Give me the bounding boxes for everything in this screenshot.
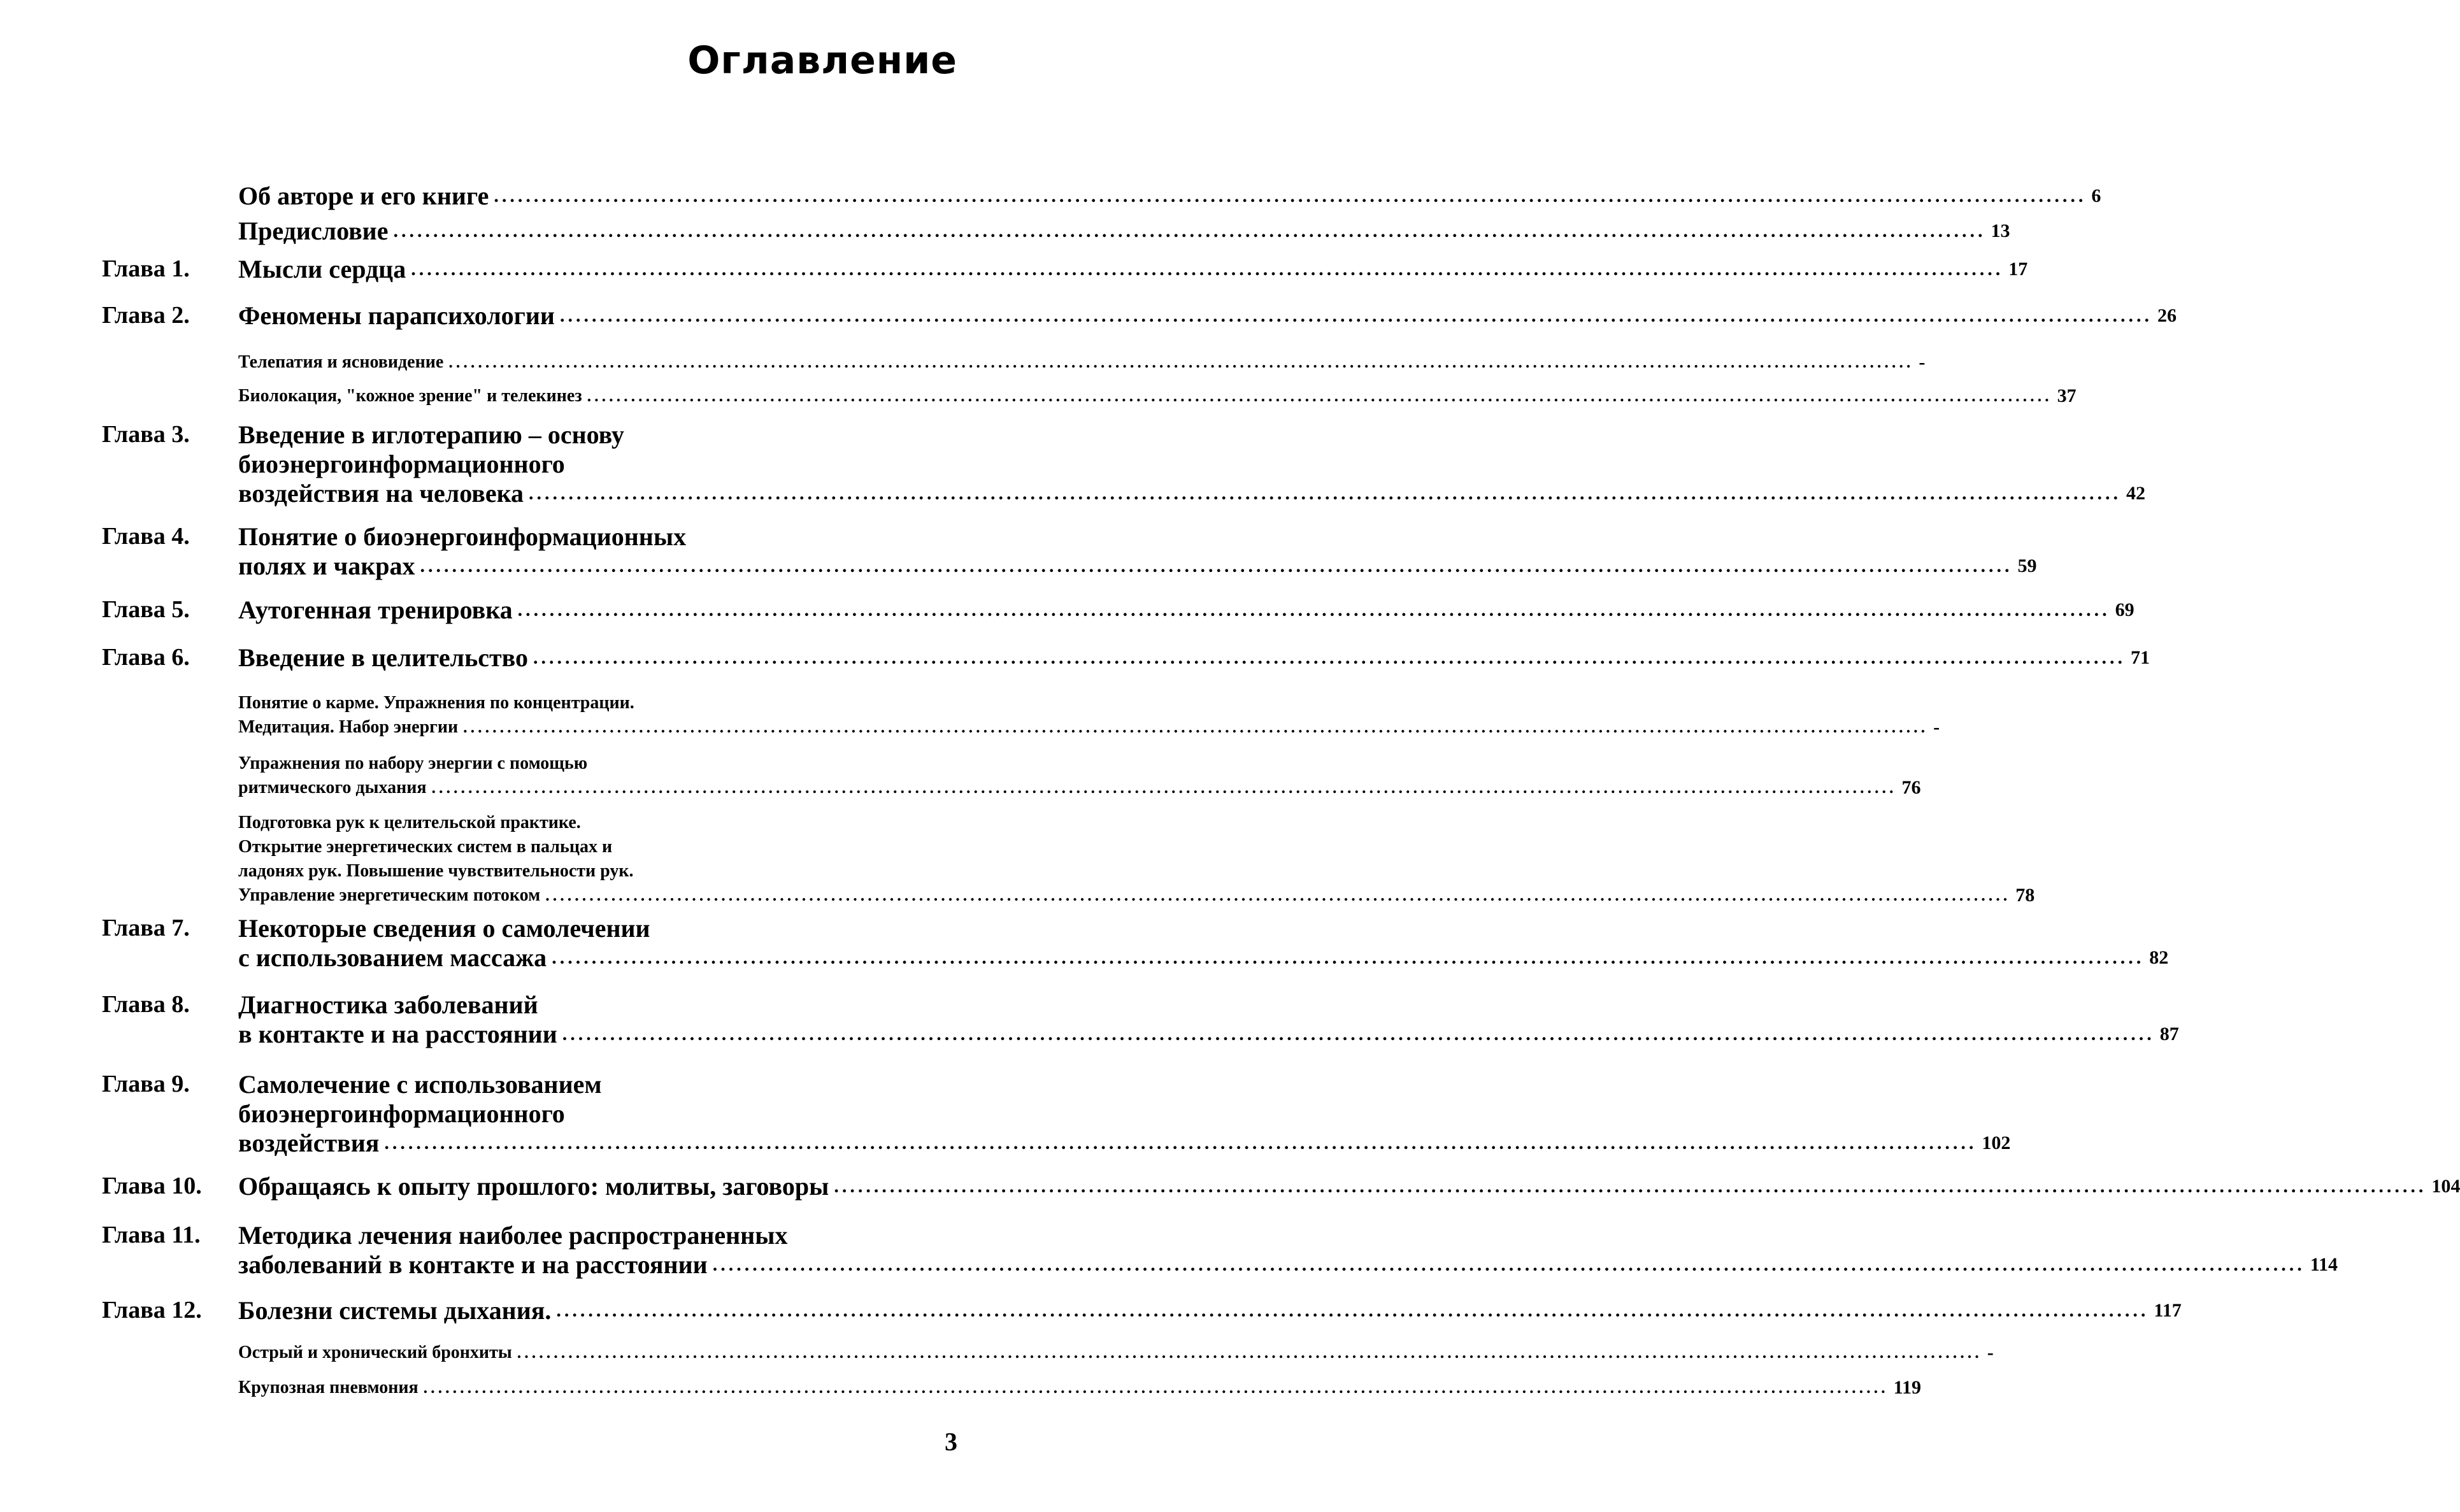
toc-entry[interactable] — [238, 522, 2037, 581]
entry-title-line: Медитация. Набор энергии — [238, 717, 459, 737]
chapter-label: Глава 6. — [102, 644, 190, 671]
entry-line — [238, 301, 2177, 331]
chapter-label: Глава 11. — [102, 1222, 201, 1248]
entry-title-line: биоэнергоинформационного — [238, 1099, 565, 1128]
entry-line — [238, 1221, 955, 1250]
entry-line — [238, 691, 955, 715]
entry-title-line: Некоторые сведения о самолечении — [238, 914, 650, 943]
entry-line — [238, 217, 2010, 246]
entry-page-number: 26 — [2157, 305, 2177, 326]
dot-leader: ........................................................................................................................................................................................................ — [712, 1254, 2305, 1275]
toc-entry[interactable] — [238, 255, 2028, 284]
entry-line — [238, 990, 955, 1020]
entry-title-line: Биолокация, "кожное зрение" и телекинез — [238, 386, 582, 406]
entry-line — [238, 350, 1926, 374]
entry-page-number: 117 — [2154, 1300, 2182, 1321]
dot-leader: ........................................................................................................................................................................................................ — [411, 259, 2004, 280]
dot-leader: ........................................................................................................................................................................................................ — [393, 220, 1986, 241]
chapter-label: Глава 10. — [102, 1173, 202, 1199]
entry-line — [238, 1296, 2182, 1325]
entry-page-number: 37 — [2057, 385, 2077, 406]
entry-page-number: 13 — [1991, 220, 2010, 241]
toc-entry[interactable] — [238, 811, 2035, 908]
toc-entry[interactable] — [238, 301, 2177, 331]
chapter-label: Глава 4. — [102, 523, 190, 550]
entry-line — [238, 1376, 1921, 1400]
entry-title-line: Мысли сердца — [238, 255, 406, 283]
chapter-label: Глава 2. — [102, 302, 190, 329]
entry-line — [238, 522, 955, 552]
entry-title-line: Диагностика заболеваний — [238, 990, 538, 1019]
entry-line — [238, 596, 2135, 625]
entry-page-number: 104 — [2431, 1176, 2460, 1197]
entry-line — [238, 384, 2077, 408]
toc-entry[interactable] — [238, 1376, 1921, 1400]
entry-line — [238, 883, 2035, 908]
entry-title-line: Предисловие — [238, 217, 389, 245]
toc-entry[interactable] — [238, 350, 1926, 374]
entry-title-line: Крупозная пневмония — [238, 1378, 418, 1397]
toc-entry[interactable] — [238, 420, 2146, 508]
entry-line — [238, 479, 2146, 508]
entry-line — [238, 420, 955, 450]
entry-title-line: Феномены парапсихологии — [238, 301, 555, 330]
dot-leader: ........................................................................................................................................................................................................ — [529, 483, 2122, 504]
dot-leader: ........................................................................................................................................................................................................ — [533, 647, 2126, 668]
entry-page-number: 102 — [1982, 1132, 2011, 1153]
entry-line — [238, 255, 2028, 284]
dot-leader: ........................................................................................................................................................................................................ — [545, 886, 2011, 904]
entry-title-line: Подготовка рук к целительской практике. — [238, 813, 581, 832]
toc-entry[interactable] — [238, 691, 1940, 739]
toc-entry[interactable] — [238, 914, 2169, 973]
entry-title-line: ритмического дыхания — [238, 778, 427, 797]
entry-line — [238, 1250, 2338, 1280]
entry-title-line: Упражнения по набору энергии с помощью — [238, 753, 588, 773]
chapter-label: Глава 12. — [102, 1297, 202, 1323]
entry-title-line: Понятие о карме. Упражнения по концентрации. — [238, 693, 634, 713]
entry-page-number: 59 — [2017, 555, 2037, 576]
entry-title-line: Об авторе и его книге — [238, 182, 489, 210]
toc-entry[interactable] — [238, 1296, 2182, 1325]
entry-line — [238, 776, 1921, 800]
entry-line — [238, 643, 2150, 673]
toc-entry[interactable] — [238, 217, 2010, 246]
entry-title-line: Аутогенная тренировка — [238, 596, 513, 624]
entry-page-number: - — [1919, 352, 1926, 373]
entry-title-line: Острый и хронический бронхиты — [238, 1343, 512, 1362]
chapter-label: Глава 3. — [102, 421, 190, 448]
entry-title-line: воздействия — [238, 1129, 380, 1157]
toc-entry[interactable] — [238, 1070, 2011, 1158]
entry-page-number: 119 — [1893, 1377, 1921, 1398]
dot-leader: ........................................................................................................................................................................................................ — [431, 778, 1897, 797]
entry-title-line: ладонях рук. Повышение чувствительности рук. — [238, 861, 634, 881]
entry-page-number: 42 — [2126, 483, 2146, 504]
toc-entry[interactable] — [238, 1221, 2338, 1280]
entry-line — [238, 182, 2101, 211]
entry-page-number: - — [1933, 717, 1940, 738]
toc-entry[interactable] — [238, 384, 2077, 408]
dot-leader: ........................................................................................................................................................................................................ — [384, 1132, 1977, 1153]
dot-leader: ........................................................................................................................................................................................................ — [448, 353, 1914, 371]
toc-entry[interactable] — [238, 182, 2101, 211]
entry-title-line: полях и чакрах — [238, 552, 415, 580]
dot-leader: ........................................................................................................................................................................................................ — [587, 387, 2052, 405]
entry-title-line: в контакте и на расстоянии — [238, 1020, 557, 1048]
entry-title-line: воздействия на человека — [238, 479, 524, 508]
entry-title-line: Болезни системы дыхания. — [238, 1296, 552, 1325]
entry-title-line: Обращаясь к опыту прошлого: молитвы, заговоры — [238, 1172, 829, 1201]
entry-line — [238, 752, 955, 776]
chapter-label: Глава 1. — [102, 255, 190, 282]
entry-line — [238, 1020, 2179, 1049]
entry-page-number: 69 — [2115, 599, 2135, 620]
dot-leader: ........................................................................................................................................................................................................ — [463, 718, 1929, 736]
entry-title-line: заболеваний в контакте и на расстоянии — [238, 1250, 708, 1279]
dot-leader: ........................................................................................................................................................................................................ — [552, 947, 2145, 968]
entry-page-number: 87 — [2159, 1023, 2179, 1045]
entry-line — [238, 1099, 955, 1129]
dot-leader: ........................................................................................................................................................................................................ — [423, 1378, 1889, 1397]
entry-title-line: Открытие энергетических систем в пальцах и — [238, 837, 613, 857]
entry-title-line: Введение в иглотерапию – основу — [238, 420, 624, 449]
entry-title-line: Методика лечения наиболее распространенных — [238, 1221, 788, 1250]
toc-entry[interactable] — [238, 1341, 1994, 1365]
dot-leader: ........................................................................................................................................................................................................ — [517, 1343, 1982, 1362]
entry-line — [238, 1070, 955, 1099]
entry-line — [238, 715, 1940, 739]
entry-title-line: Введение в целительство — [238, 643, 528, 672]
entry-line — [238, 811, 955, 835]
entry-page-number: 6 — [2091, 185, 2101, 206]
entry-page-number: 78 — [2015, 885, 2035, 906]
dot-leader: ........................................................................................................................................................................................................ — [556, 1300, 2149, 1321]
toc-entry[interactable] — [238, 752, 1921, 800]
entry-page-number: 76 — [1901, 777, 1921, 798]
entry-title-line: Телепатия и ясновидение — [238, 352, 444, 372]
entry-title-line: Самолечение с использованием — [238, 1070, 602, 1099]
toc-entry[interactable] — [238, 1172, 2460, 1201]
entry-page-number: 82 — [2149, 947, 2169, 968]
toc-entry[interactable] — [238, 643, 2150, 673]
dot-leader: ........................................................................................................................................................................................................ — [562, 1023, 2155, 1045]
entry-line — [238, 1129, 2011, 1158]
dot-leader: ........................................................................................................................................................................................................ — [494, 185, 2087, 206]
toc-entry[interactable] — [238, 596, 2135, 625]
entry-line — [238, 914, 955, 943]
entry-page-number: 71 — [2130, 647, 2150, 668]
entry-page-number: 114 — [2310, 1254, 2338, 1275]
entry-line — [238, 552, 2037, 581]
entry-page-number: - — [1987, 1342, 1994, 1363]
chapter-label: Глава 5. — [102, 596, 190, 623]
page-title: Оглавление — [687, 38, 957, 83]
entry-line — [238, 943, 2169, 973]
entry-page-number: 17 — [2008, 259, 2028, 280]
chapter-label: Глава 9. — [102, 1071, 190, 1097]
entry-line — [238, 450, 955, 479]
chapter-label: Глава 7. — [102, 915, 190, 941]
dot-leader: ........................................................................................................................................................................................................ — [517, 599, 2110, 620]
entry-title-line: биоэнергоинформационного — [238, 450, 565, 478]
page-number: 3 — [945, 1427, 957, 1456]
entry-title-line: Управление энергетическим потоком — [238, 885, 541, 905]
entry-line — [238, 1341, 1994, 1365]
toc-entry[interactable] — [238, 990, 2179, 1049]
dot-leader: ........................................................................................................................................................................................................ — [559, 305, 2152, 326]
entry-line — [238, 859, 955, 883]
entry-title-line: Понятие о биоэнергоинформационных — [238, 522, 687, 551]
entry-line — [238, 835, 955, 859]
dot-leader: ........................................................................................................................................................................................................ — [420, 555, 2013, 576]
dot-leader: ........................................................................................................................................................................................................ — [834, 1176, 2427, 1197]
entry-line — [238, 1172, 2460, 1201]
entry-title-line: с использованием массажа — [238, 943, 547, 972]
chapter-label: Глава 8. — [102, 991, 190, 1018]
